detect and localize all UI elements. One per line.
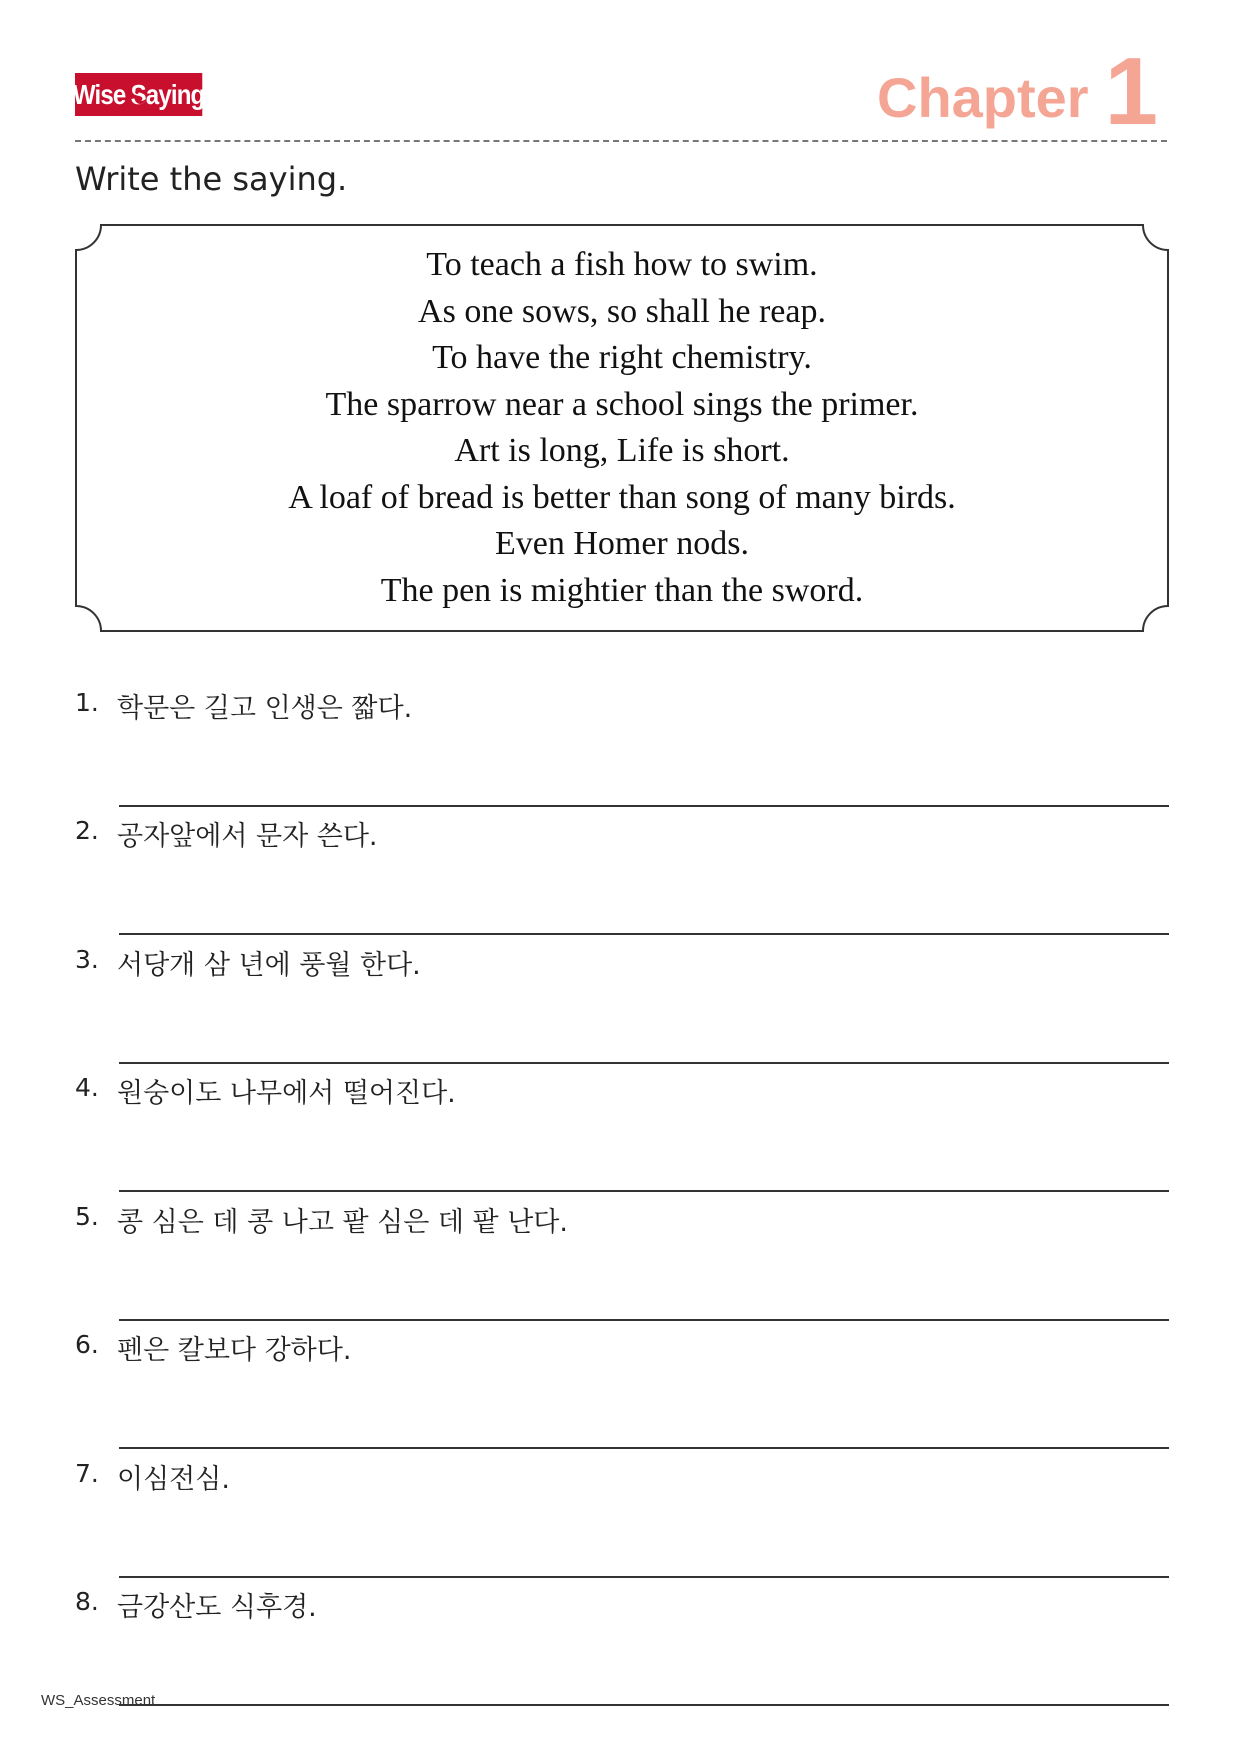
- question-text: 펜은 칼보다 강하다.: [117, 1335, 352, 1366]
- saying-line: A loaf of bread is better than song of many birds.: [288, 478, 956, 516]
- question-item: [75, 1449, 1169, 1577]
- question-number: 8.: [75, 1587, 99, 1616]
- answer-line-input[interactable]: [119, 1550, 1169, 1578]
- question-number: 3.: [75, 945, 99, 974]
- question-text: 이심전심.: [117, 1464, 230, 1495]
- question-number: 6.: [75, 1330, 99, 1359]
- wise-saying-logo: [72, 73, 205, 116]
- saying-line: The pen is mightier than the sword.: [380, 571, 864, 609]
- answer-line-input[interactable]: [119, 779, 1169, 807]
- question-number: 2.: [75, 816, 99, 845]
- saying-line: To have the right chemistry.: [432, 339, 812, 376]
- header-divider: [75, 140, 1167, 142]
- question-item: [75, 678, 1169, 806]
- instruction-text: Write the saying.: [75, 160, 348, 198]
- footer-label: WS_Assessment: [41, 1692, 156, 1709]
- chapter-label: Chapter: [877, 66, 1089, 129]
- logo-text-saying: Saying: [130, 78, 205, 110]
- answer-line-input[interactable]: [119, 907, 1169, 935]
- saying-line: Even Homer nods.: [494, 525, 749, 562]
- saying-line: To teach a fish how to swim.: [426, 246, 818, 283]
- question-number: 5.: [75, 1202, 99, 1231]
- question-text: 서당개 삼 년에 풍월 한다.: [117, 950, 421, 981]
- question-item: [75, 806, 1169, 934]
- sayings-box: [75, 224, 1169, 632]
- question-number: 1.: [75, 688, 99, 717]
- sayings-list: [75, 242, 1169, 614]
- question-item: [75, 1320, 1169, 1448]
- question-text: 콩 심은 데 콩 나고 팥 심은 데 팥 난다.: [117, 1207, 568, 1238]
- saying-line: As one sows, so shall he reap.: [418, 292, 826, 330]
- answer-line-input[interactable]: [119, 1036, 1169, 1064]
- question-text: 원숭이도 나무에서 떨어진다.: [117, 1078, 456, 1109]
- answer-line-input[interactable]: [119, 1678, 1169, 1706]
- question-number: 7.: [75, 1459, 99, 1488]
- saying-line: Art is long, Life is short.: [454, 432, 790, 469]
- answer-line-input[interactable]: [119, 1164, 1169, 1192]
- chapter-number: 1: [1104, 38, 1158, 145]
- question-item: [75, 1063, 1169, 1191]
- question-item: [75, 935, 1169, 1063]
- logo-text-wise: Wise: [72, 78, 126, 110]
- answer-line-input[interactable]: [119, 1421, 1169, 1449]
- question-text: 공자앞에서 문자 쓴다.: [117, 821, 378, 852]
- question-item: [75, 1577, 1169, 1705]
- chapter-heading: [877, 38, 1158, 145]
- saying-line: The sparrow near a school sings the primer.: [325, 385, 919, 423]
- question-item: [75, 1192, 1169, 1320]
- question-text: 학문은 길고 인생은 짧다.: [117, 693, 413, 724]
- answer-line-input[interactable]: [119, 1293, 1169, 1321]
- question-number: 4.: [75, 1073, 99, 1102]
- question-text: 금강산도 식후경.: [117, 1592, 317, 1623]
